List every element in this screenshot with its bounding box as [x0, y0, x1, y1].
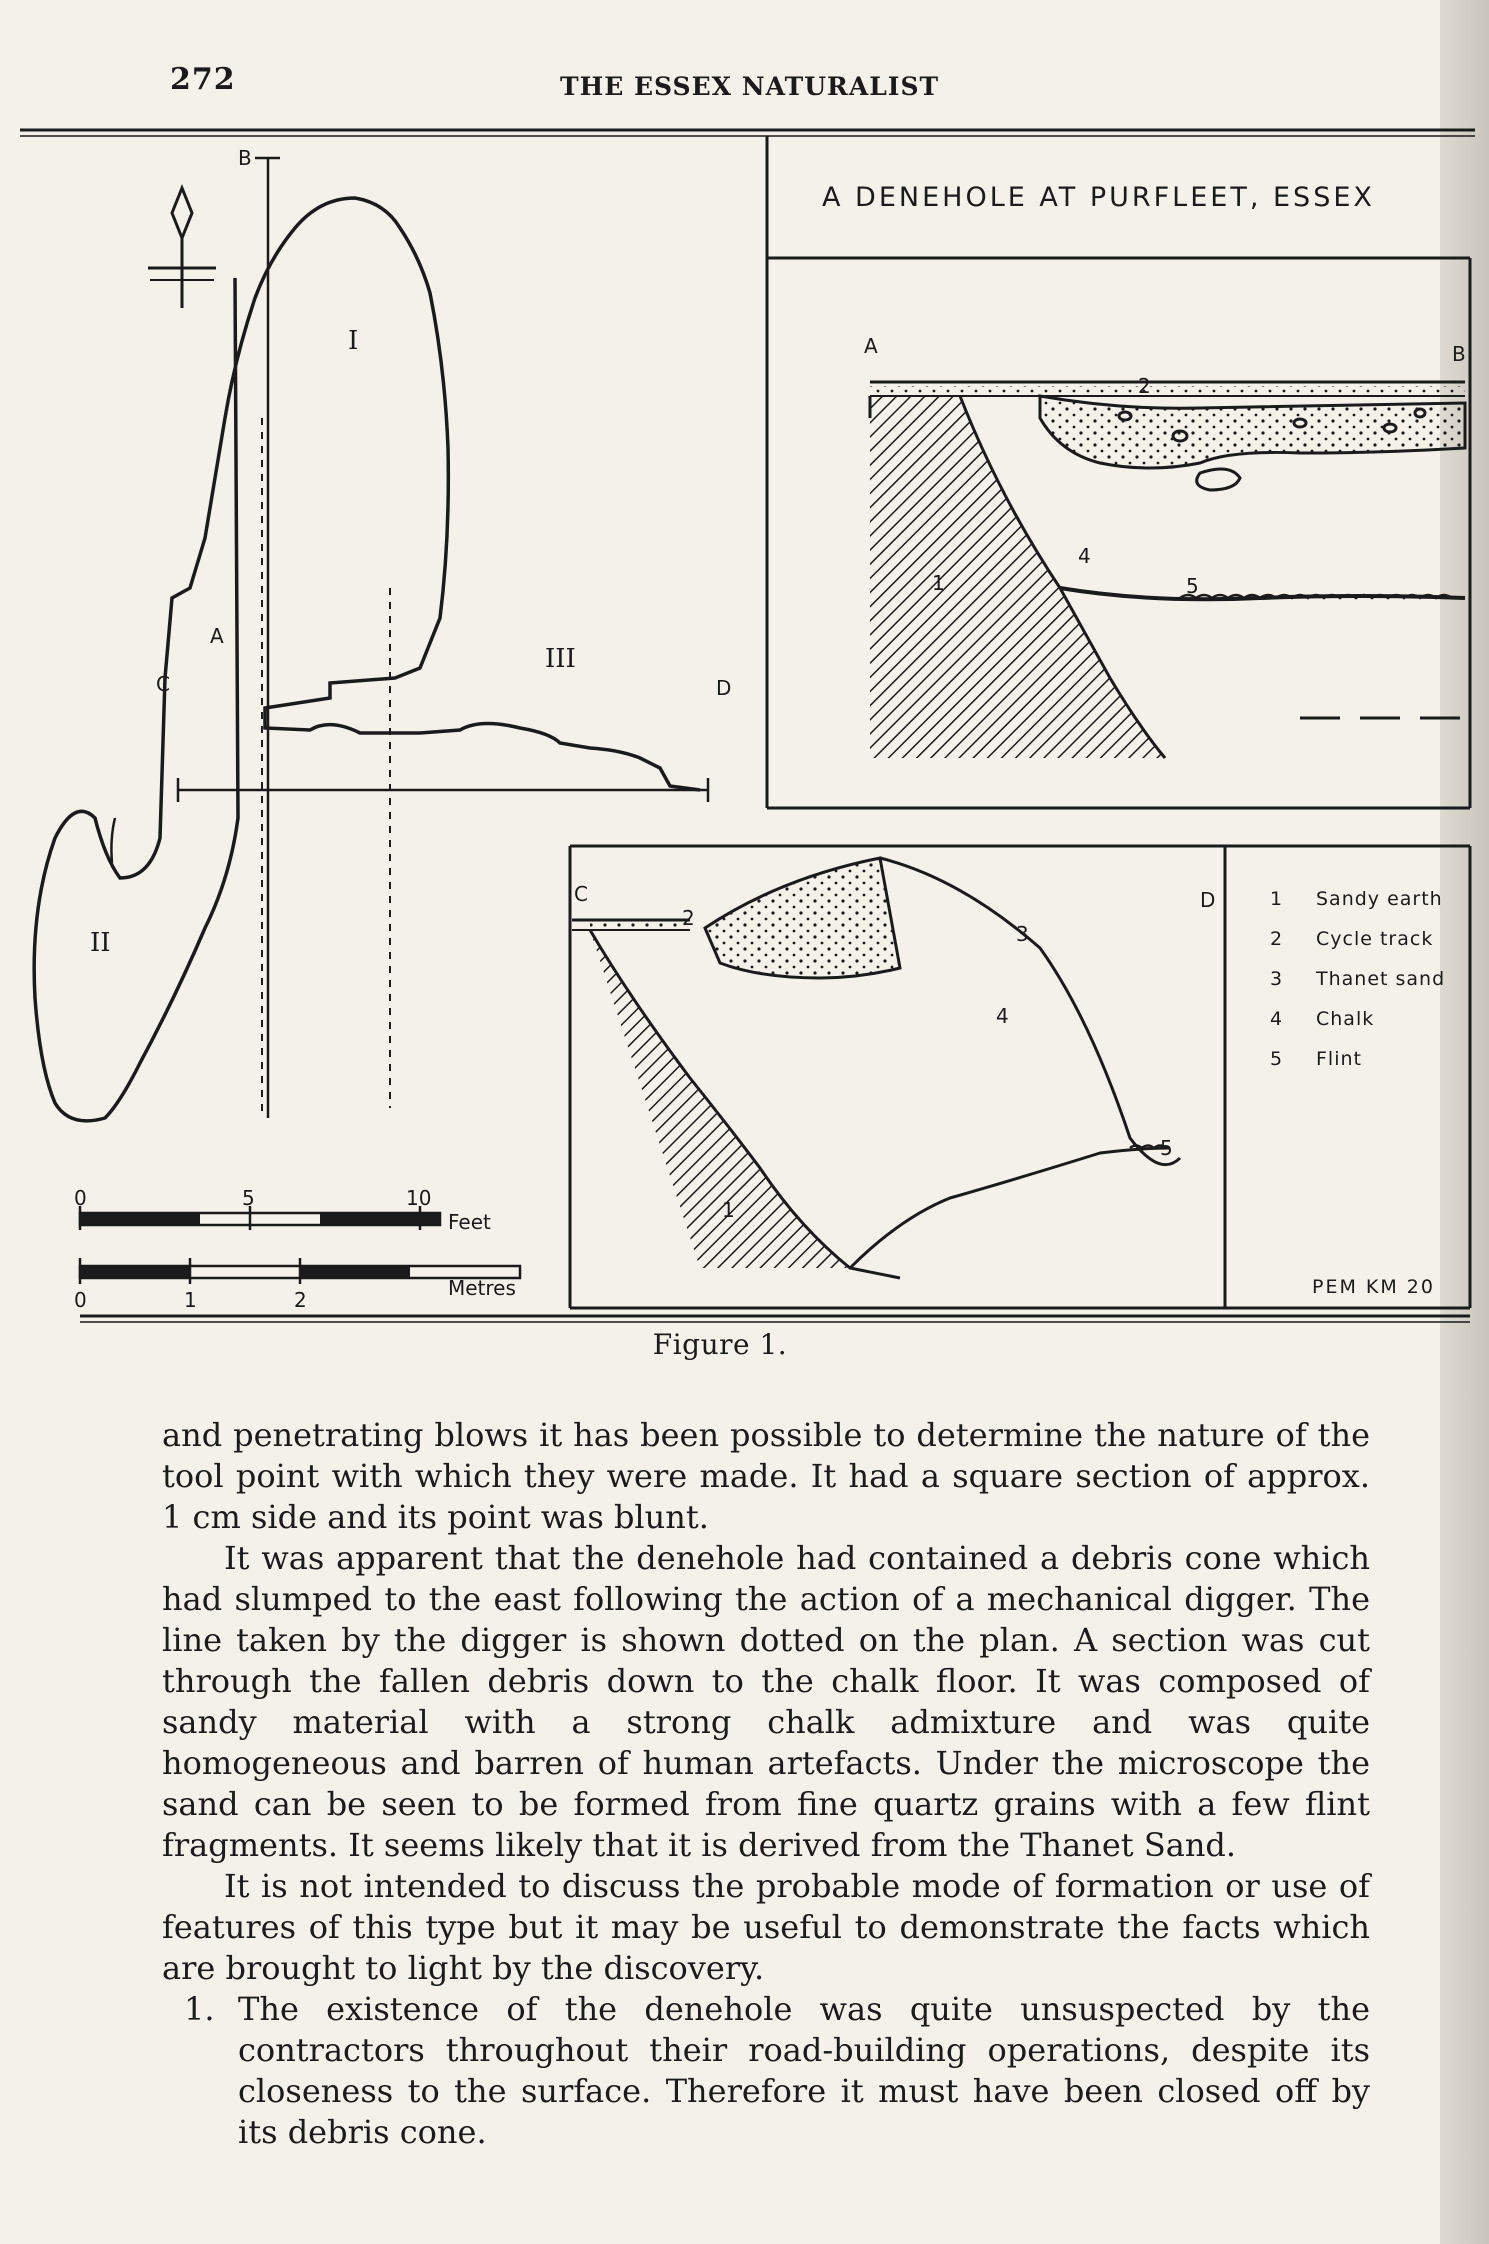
figure-drawing	[0, 118, 1489, 1353]
scale-feet-tick-10: 10	[406, 1186, 432, 1210]
section-ab-label-2: 2	[1138, 374, 1151, 398]
key-item: 4 Chalk	[1270, 1008, 1375, 1030]
section-ab-label-4: 4	[1078, 544, 1091, 568]
plan-label-chamber-2: II	[90, 928, 111, 958]
section-cd-label-2: 2	[682, 906, 695, 930]
plan-label-chamber-3: III	[545, 644, 576, 674]
key-item: 5 Flint	[1270, 1048, 1362, 1070]
scale-feet-tick-0: 0	[74, 1186, 87, 1210]
figure-credit: PEM KM 20	[1312, 1276, 1435, 1298]
section-ab-label-b: B	[1452, 342, 1466, 366]
plan-label-b: B	[238, 146, 252, 170]
scale-feet-label: Feet	[448, 1210, 491, 1234]
figure-caption: Figure 1.	[652, 1328, 788, 1361]
figure-title: A DENEHOLE AT PURFLEET, ESSEX	[822, 182, 1375, 213]
key-item: 2 Cycle track	[1270, 928, 1434, 950]
plan-label-c: C	[156, 672, 170, 696]
scale-metre-label: Metres	[448, 1276, 516, 1300]
section-ab-label-1: 1	[932, 571, 945, 595]
section-cd-label-d: D	[1200, 888, 1216, 912]
key-item: 3 Thanet sand	[1270, 968, 1446, 990]
plan-label-a: A	[210, 624, 224, 648]
body-text	[162, 1415, 1370, 2153]
plan-label-d: D	[716, 676, 732, 700]
section-cd-label-5: 5	[1160, 1136, 1173, 1160]
figure-denehole	[0, 118, 1489, 1353]
scale-metre-tick-0: 0	[74, 1288, 87, 1312]
section-cd-label-3: 3	[1016, 922, 1029, 946]
paragraph: It is not intended to discuss the probable mode of formation or use of features of this type but it may be useful to demonstrate the facts which are brought to light by the discovery.	[162, 1867, 1370, 1987]
section-cd-label-1: 1	[722, 1198, 735, 1222]
section-ab-label-a: A	[864, 334, 878, 358]
page-number: 272	[170, 62, 236, 97]
scale-metre-tick-1: 1	[184, 1288, 197, 1312]
section-ab-label-5: 5	[1186, 574, 1199, 598]
paragraph: and penetrating blows it has been possible to determine the nature of the tool point with which they were made. It had a square section of approx. 1 cm side and its point was blunt.	[162, 1416, 1370, 1536]
paragraph: It was apparent that the denehole had contained a debris cone which had slumped to the east following the action of a mechanical digger. The line taken by the digger is shown dotted on the plan. A section was cut through the fallen debris down to the chalk floor. It was composed of sandy material with a strong chalk admixture and was quite homogeneous and barren of human artefacts. Under the microscope the sand can be seen to be formed from fine quartz grains with a few flint fragments. It seems likely that it is derived from the Thanet Sand.	[162, 1539, 1370, 1864]
key-item: 1 Sandy earth	[1270, 888, 1443, 910]
plan-label-chamber-1: I	[348, 326, 359, 356]
numbered-item	[162, 1989, 1370, 2153]
scale-feet-tick-5: 5	[242, 1186, 255, 1210]
scale-metre-tick-2: 2	[294, 1288, 307, 1312]
section-cd-label-4: 4	[996, 1004, 1009, 1028]
item-text: The existence of the denehole was quite unsuspected by the contractors throughout their road-building operations, despite its closeness to the surface. Therefore it must have been closed off by its debris cone.	[238, 1990, 1370, 2151]
item-number: 1.	[184, 1990, 215, 2028]
running-title: THE ESSEX NATURALIST	[560, 72, 940, 101]
section-cd-label-c: C	[574, 882, 588, 906]
